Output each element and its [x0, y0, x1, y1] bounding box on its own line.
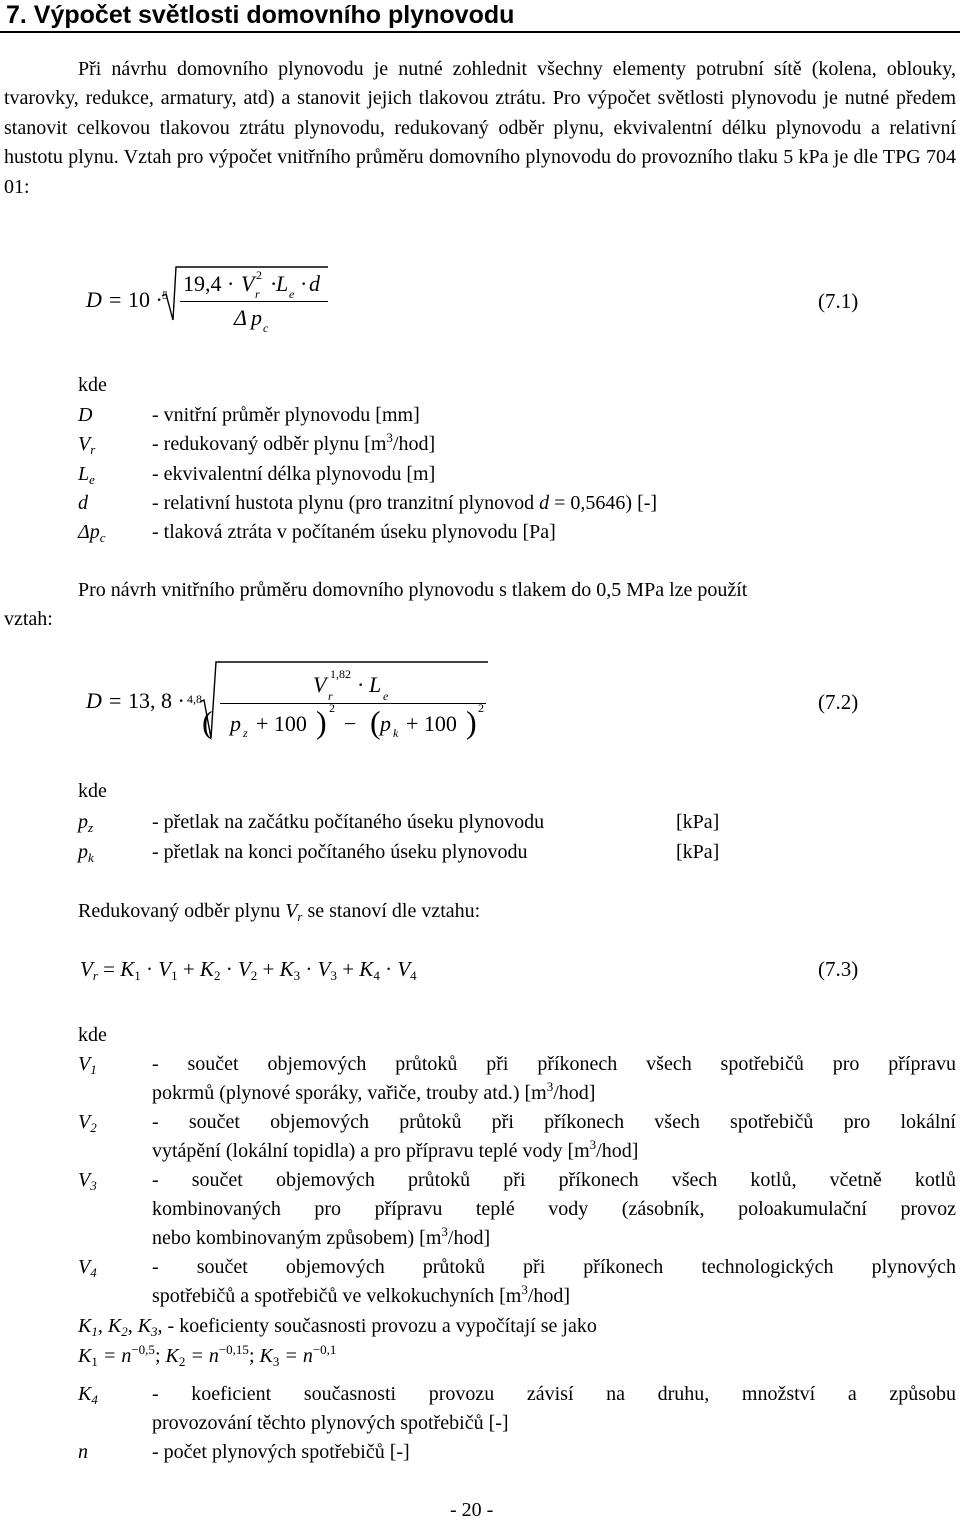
eq1-num-coef: 19,4 ·	[183, 271, 235, 296]
eq1-coefficient: 10 ·	[128, 287, 163, 312]
legend3-V4-line1: - součet objemových průtoků při příkonech technologických plynových	[152, 1256, 956, 1278]
eq2-root-index: 4,8	[187, 692, 202, 706]
eq2-num-L: L	[369, 672, 382, 697]
legend3-V3-line1: - součet objemových průtoků při příkonech všech kotlů, včetně kotlů	[152, 1169, 956, 1191]
legend3-sym-V2: $V_2$	[78, 1111, 97, 1135]
legend3-K4-line2: provozování těchto plynových spotřebičů [-]	[152, 1412, 509, 1434]
para2-line1: Pro návrh vnitřního průměru domovního plynovodu s tlakem do 0,5 MPa lze použít	[78, 579, 748, 601]
legend3-sym-V4: $V_4$	[78, 1256, 97, 1280]
legend1-sym-Vr: $V_r$	[78, 433, 96, 457]
legend3-V1-line1: - součet objemových průtoků při příkonech všech spotřebičů pro přípravu	[152, 1053, 956, 1075]
eq2-equals: =	[109, 688, 122, 713]
eq1-num-V: V	[241, 271, 255, 296]
legend1-desc-dpc: - tlaková ztráta v počítaném úseku plynovodu [Pa]	[152, 521, 556, 543]
eq1-number: (7.1)	[818, 289, 859, 313]
legend2-desc-pz: - přetlak na začátku počítaného úseku plynovodu	[152, 811, 545, 833]
eq1-den-p: p	[251, 305, 262, 330]
eq3-number: (7.3)	[818, 957, 859, 981]
eq1-lhs: D	[86, 287, 102, 312]
eq2-lhs: D	[86, 688, 102, 713]
eq2-num-V-sub: r	[328, 689, 333, 703]
eq2-den-p1: p	[230, 711, 241, 736]
legend3-K-equations: $K_1 = n^{-0,5}$; $K_2 = n^{-0,15}$; $K_3 = n^{-0,1}$	[78, 1342, 337, 1369]
legend3-V4-line2: spotřebičů a spotřebičů ve velkokuchyních $[m^3/hod]$	[152, 1282, 571, 1307]
eq1-equals: =	[109, 287, 122, 312]
legend3-sym-V1: $V_1$	[78, 1053, 97, 1077]
eq1-den-delta: Δ	[234, 305, 247, 330]
legend1-desc-D: - vnitřní průměr plynovodu [mm]	[152, 404, 420, 426]
eq1-root-index: 5	[162, 288, 168, 302]
legend3-K4-line1: - koeficient současnosti provozu závisí na druhu, množství a způsobu	[152, 1383, 956, 1405]
eq2-den-plus1: + 100	[256, 711, 307, 736]
legend3-V2-line1: - součet objemových průtoků při příkonech všech spotřebičů pro lokální	[152, 1111, 956, 1133]
eq2-number: (7.2)	[818, 690, 859, 714]
legend3-V3-line3: nebo kombinovaným způsobem) $[m^3/hod]$	[152, 1224, 491, 1249]
eq1-num-L-sub: e	[289, 287, 295, 301]
eq2-den-p1-sub: z	[243, 726, 248, 740]
legend3-V3-line2: kombinovaných pro přípravu teplé vody (zásobník, poloakumulační provoz	[152, 1198, 956, 1220]
legend1-sym-d: d	[78, 492, 88, 514]
eq1-num-dot1: ·	[270, 271, 278, 296]
legend2-sym-pk: $p_k$	[78, 841, 94, 865]
para3: Redukovaný odběr plynu $V_r$ se stanoví dle vztahu:	[78, 900, 481, 924]
chapter-heading: 7. Výpočet světlosti domovního plynovodu	[0, 0, 960, 33]
eq1-num-V-sub: r	[255, 287, 260, 301]
legend1-sym-D: D	[78, 404, 93, 426]
legend2-unit-pk: [kPa]	[676, 841, 720, 863]
eq1-fraction-bar	[180, 301, 328, 302]
eq1-num-V-sup: 2	[256, 268, 262, 282]
legend2-kde: kde	[78, 780, 107, 802]
eq2-den-plus2: + 100	[406, 711, 457, 736]
eq2-den-close1: )	[316, 704, 327, 740]
equation-7-3: $V_r = K_1 \cdot V_1 + K_2 \cdot V_2 + K_3 \cdot V_3 + K_4 \cdot V_4$	[80, 957, 417, 983]
legend3-V1-line2: pokrmů (plynové sporáky, vařiče, trouby atd.) $[m^3/hod]$	[152, 1079, 596, 1104]
page-number: - 20 -	[450, 1499, 494, 1521]
eq2-num-dot: ·	[357, 672, 365, 697]
legend3-sym-K4: $K_4$	[78, 1383, 98, 1407]
legend1-desc-Vr: - redukovaný odběr plynu $[m^3/hod]$	[152, 430, 436, 455]
legend1-sym-dpc: $\Delta p_c$	[78, 521, 106, 545]
legend2-desc-pk: - přetlak na konci počítaného úseku plynovodu	[152, 841, 528, 863]
legend1-sym-Le: $L_e$	[78, 463, 95, 487]
eq2-den-open1: (	[202, 704, 213, 740]
legend3-K-line: $K_1$, $K_2$, $K_3$, - koeficienty současnosti provozu a vypočítají se jako	[78, 1315, 597, 1339]
legend3-kde: kde	[78, 1024, 107, 1046]
legend1-kde: kde	[78, 374, 107, 396]
eq2-den-p2: p	[380, 711, 391, 736]
eq2-den-sq2: 2	[478, 701, 484, 715]
eq1-num-L: L	[276, 271, 289, 296]
eq2-den-p2-sub: k	[393, 726, 399, 740]
eq2-den-minus: −	[344, 711, 357, 736]
legend2-unit-pz: [kPa]	[676, 811, 720, 833]
legend3-sym-V3: $V_3$	[78, 1169, 97, 1193]
eq2-den-open2: (	[370, 704, 381, 740]
eq2-num-V: V	[313, 672, 327, 697]
eq2-coefficient: 13, 8 ·	[128, 688, 185, 713]
legend1-desc-d: - relativní hustota plynu (pro tranzitní plynovod d = 0,5646) [-]	[152, 492, 658, 514]
eq2-num-V-sup: 1,82	[330, 667, 351, 681]
eq2-den-close2: )	[466, 704, 477, 740]
eq1-den-p-sub: c	[263, 321, 269, 335]
eq2-den-sq1: 2	[329, 701, 335, 715]
legend1-desc-Le: - ekvivalentní délka plynovodu [m]	[152, 463, 436, 485]
legend2-sym-pz: $p_z$	[78, 811, 94, 835]
eq2-fraction-bar	[220, 703, 486, 704]
intro-paragraph: Při návrhu domovního plynovodu je nutné zohlednit všechny elementy potrubní sítě (kolena, oblouky, tvarovky, redukce, armatury, atd) a stanovit jejich tlakovou ztrátu. Pro výpočet světlosti plynovodu je nutné předem stanovit celkovou tlakovou ztrátu plynovodu, redukovaný odběr plynu, ekvivalentní délku plynovodu a relativní hustotu plynu. Vztah pro výpočet vnitřního průměru domovního plynovodu do provozního tlaku 5 kPa je dle TPG 704 01:	[4, 58, 956, 198]
eq1-num-dot2: ·	[300, 271, 308, 296]
para2-line2: vztah:	[4, 608, 53, 630]
eq2-num-L-sub: e	[383, 689, 389, 703]
eq1-num-d: d	[309, 271, 320, 296]
legend3-desc-n: - počet plynových spotřebičů [-]	[152, 1441, 410, 1463]
legend3-V2-line2: vytápění (lokální topidla) a pro přípravu teplé vody $[m^3/hod]$	[152, 1137, 639, 1162]
legend3-sym-n: n	[78, 1441, 88, 1463]
